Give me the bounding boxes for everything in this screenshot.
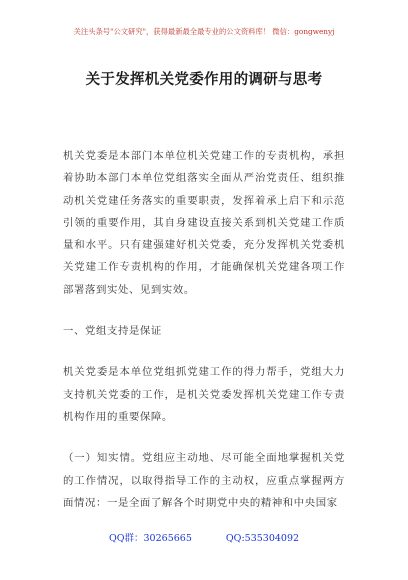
paragraph-section-1: 机关党委是本单位党组抓党建工作的得力帮手，党组大力支持机关党委的工作，是机关党委发挥机关党建工作专责机构作用的重要保障。 xyxy=(63,366,345,423)
document-body xyxy=(63,145,345,533)
section-heading-1: 一、党组支持是保证 xyxy=(63,325,162,338)
footer-contact xyxy=(0,533,408,545)
footer-qq-group: QQ群：30265665 xyxy=(108,533,192,544)
document-title: 关于发挥机关党委作用的调研与思考 xyxy=(85,71,323,88)
paragraph-subsection-1: （一）知实情。党组应主动地、尽可能全面地掌握机关党的工作情况，以取得指导工作的主动权，应重点掌握两方面情况：一是全面了解各个时期党中央的精神和中央国家 xyxy=(63,452,345,509)
paragraph-intro: 机关党委是本部门本单位机关党建工作的专责机构，承担着协助本部门本单位党组落实全面从严治党责任、组织推动机关党建任务落实的重要职责，发挥着承上启下和示范引领的重要作用，其自身建设直接关系到机关党建工作质量和水平。只有建强建好机关党委，充分发挥机关党委机关党建工作专责机构的作用，才能确保机关党建各项工作部署落到实处、见到实效。 xyxy=(63,150,345,296)
header-banner: 关注头条号"公文研究"，获得最新最全最专业的公文资料库！ 微信：gongwenyj xyxy=(73,27,335,36)
footer-qq-number: QQ:535304092 xyxy=(225,533,300,544)
